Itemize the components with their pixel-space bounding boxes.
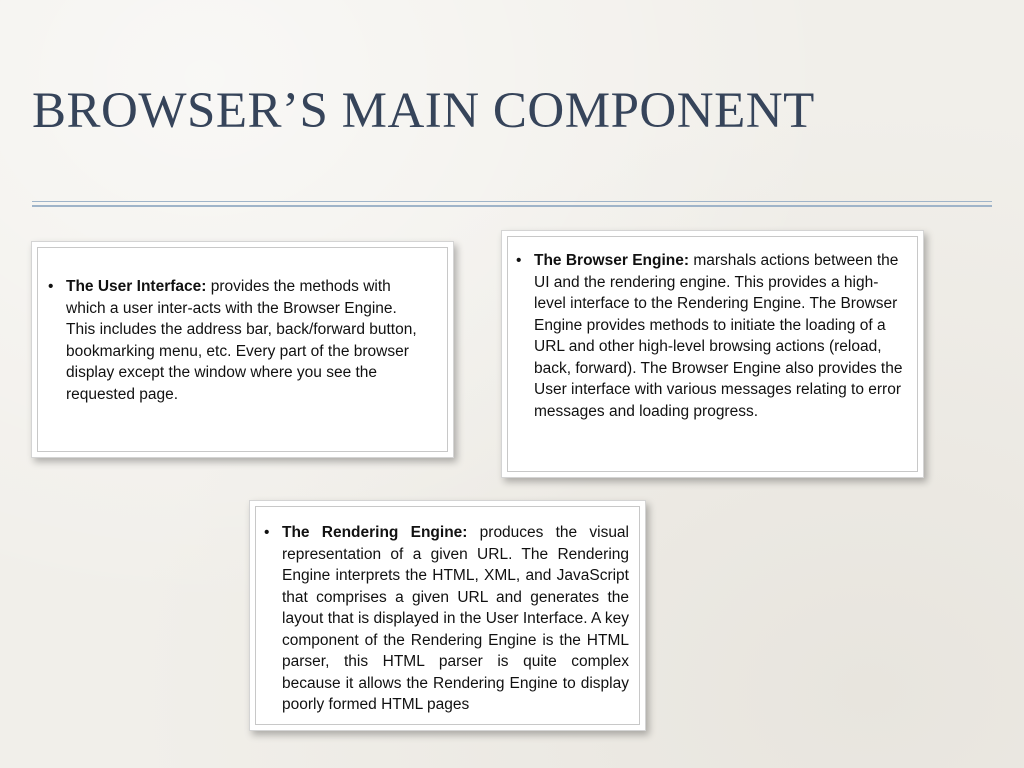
card-frame bbox=[37, 247, 448, 452]
bullet-item bbox=[516, 250, 909, 422]
term-label: The Browser Engine: bbox=[534, 252, 690, 269]
user-interface-card bbox=[31, 241, 454, 458]
term-description: produces the visual representation of a given URL. The Rendering Engine interprets the HTML, XML, and JavaScript that comprises a given URL and generates the layout that is displayed in the User Interface. A key component of the Rendering Engine is the HTML parser, this HTML parser is quite complex because it allows the Rendering Engine to display poorly formed HTML pages bbox=[282, 524, 630, 713]
title-divider-line-thick bbox=[32, 205, 992, 207]
bullet-item bbox=[48, 276, 427, 405]
bullet-icon: • bbox=[264, 524, 270, 541]
term-label: The User Interface: bbox=[66, 278, 207, 295]
card-frame bbox=[255, 506, 640, 725]
bullet-text bbox=[282, 522, 629, 716]
bullet-icon: • bbox=[516, 252, 522, 269]
bullet-item bbox=[264, 522, 629, 716]
bullet-icon: • bbox=[48, 278, 54, 295]
slide-title: BROWSER’S MAIN COMPONENT bbox=[32, 83, 815, 139]
bullet-text bbox=[66, 276, 427, 405]
bullet-text bbox=[534, 250, 909, 422]
title-divider-line bbox=[32, 201, 992, 202]
term-label: The Rendering Engine: bbox=[282, 524, 468, 541]
card-frame bbox=[507, 236, 918, 472]
term-description: provides the methods with which a user inter-acts with the Browser Engine. This includes the address bar, back/forward button, bookmarking menu, etc. Every part of the browser display except the window where you see the requested page. bbox=[66, 278, 417, 403]
browser-engine-card bbox=[501, 230, 924, 478]
rendering-engine-card bbox=[249, 500, 646, 731]
term-description: marshals actions between the UI and the rendering engine. This provides a high-level interface to the Rendering Engine. The Browser Engine provides methods to initiate the loading of a URL and other high-level browsing actions (reload, back, forward). The Browser Engine also provides the User interface with various messages relating to error messages and loading progress. bbox=[534, 252, 903, 420]
